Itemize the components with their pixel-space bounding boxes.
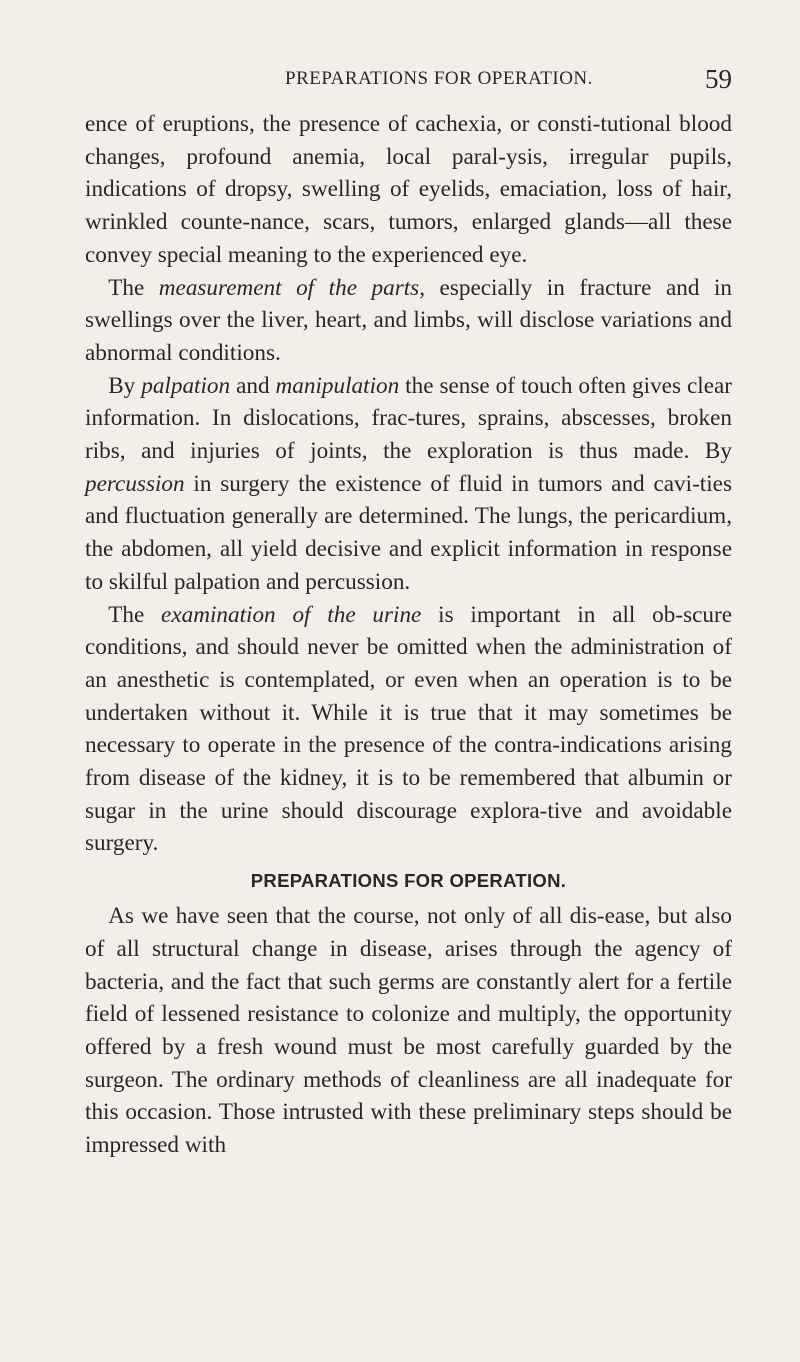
paragraph-2-text: The: [108, 274, 159, 301]
section-heading: PREPARATIONS FOR OPERATION.: [250, 870, 567, 892]
paragraph-1: ence of eruptions, the presence of cachexia, or consti-tutional blood changes, profound anemia, local paral-ysis, irregular pupils, indications of dropsy, swelling of eyelids, emaciation, loss of hair, wrinkled counte-nance, scars, tumors, enlarged glands—all these convey special meaning to the experienced eye.: [85, 111, 732, 268]
page-number: 59: [705, 64, 732, 94]
paragraph-2: [85, 272, 732, 370]
paragraph-3-text-4: in surgery the existence of fluid in tumors and cavi-ties and fluctuation generally are determined. The lungs, the pericardium, the abdomen, all yield decisive and explicit information in response to skilful palpation and percussion.: [85, 470, 732, 595]
emphasis-urine: examination of the urine: [161, 601, 422, 628]
paragraph-5: As we have seen that the course, not only of all dis-ease, but also of all structural change in disease, arises through the agency of bacteria, and the fact that such germs are constantly alert for a fertile field of lessened resistance to colonize and multiply, the opportunity offered by a fresh wound must be most carefully guarded by the surgeon. The ordinary methods of cleanliness are all inadequate for this occasion. Those intrusted with these preliminary steps should be impressed with: [85, 903, 732, 1159]
paragraph-4-text: The: [108, 601, 162, 628]
paragraph-4: [85, 599, 732, 861]
emphasis-palpation: palpation: [141, 372, 231, 399]
paragraph-4-text-rest: is important in all ob-scure conditions, and should never be omitted when the administration of an anesthetic is contemplated, or even when an operation is to be undertaken without it. While it is true that it may sometimes be necessary to operate in the presence of the contra-indications arising from disease of the kidney, it is to be remembered that albumin or sugar in the urine should discourage explora-tive and avoidable surgery.: [85, 601, 732, 857]
running-title: PREPARATIONS FOR OPERATION.: [285, 68, 593, 89]
paragraph-3-text: By: [108, 372, 142, 399]
paragraph-2-text-rest: , especially in fracture and in swellings over the liver, heart, and limbs, will disclose variations and abnormal conditions.: [85, 274, 732, 366]
emphasis-manipulation: manipulation: [275, 372, 400, 399]
running-head: [0, 64, 800, 94]
paragraph-3: [85, 370, 732, 599]
paragraph-3-text-3: the sense of touch often gives clear information. In dislocations, frac-tures, sprains, abscesses, broken ribs, and injuries of joints, the exploration is thus made. By: [85, 372, 732, 465]
emphasis-measurement: measurement of the parts: [158, 274, 420, 301]
emphasis-percussion: percussion: [85, 470, 185, 497]
body-text: [85, 108, 732, 1162]
paragraph-3-text-2: and: [230, 372, 276, 399]
